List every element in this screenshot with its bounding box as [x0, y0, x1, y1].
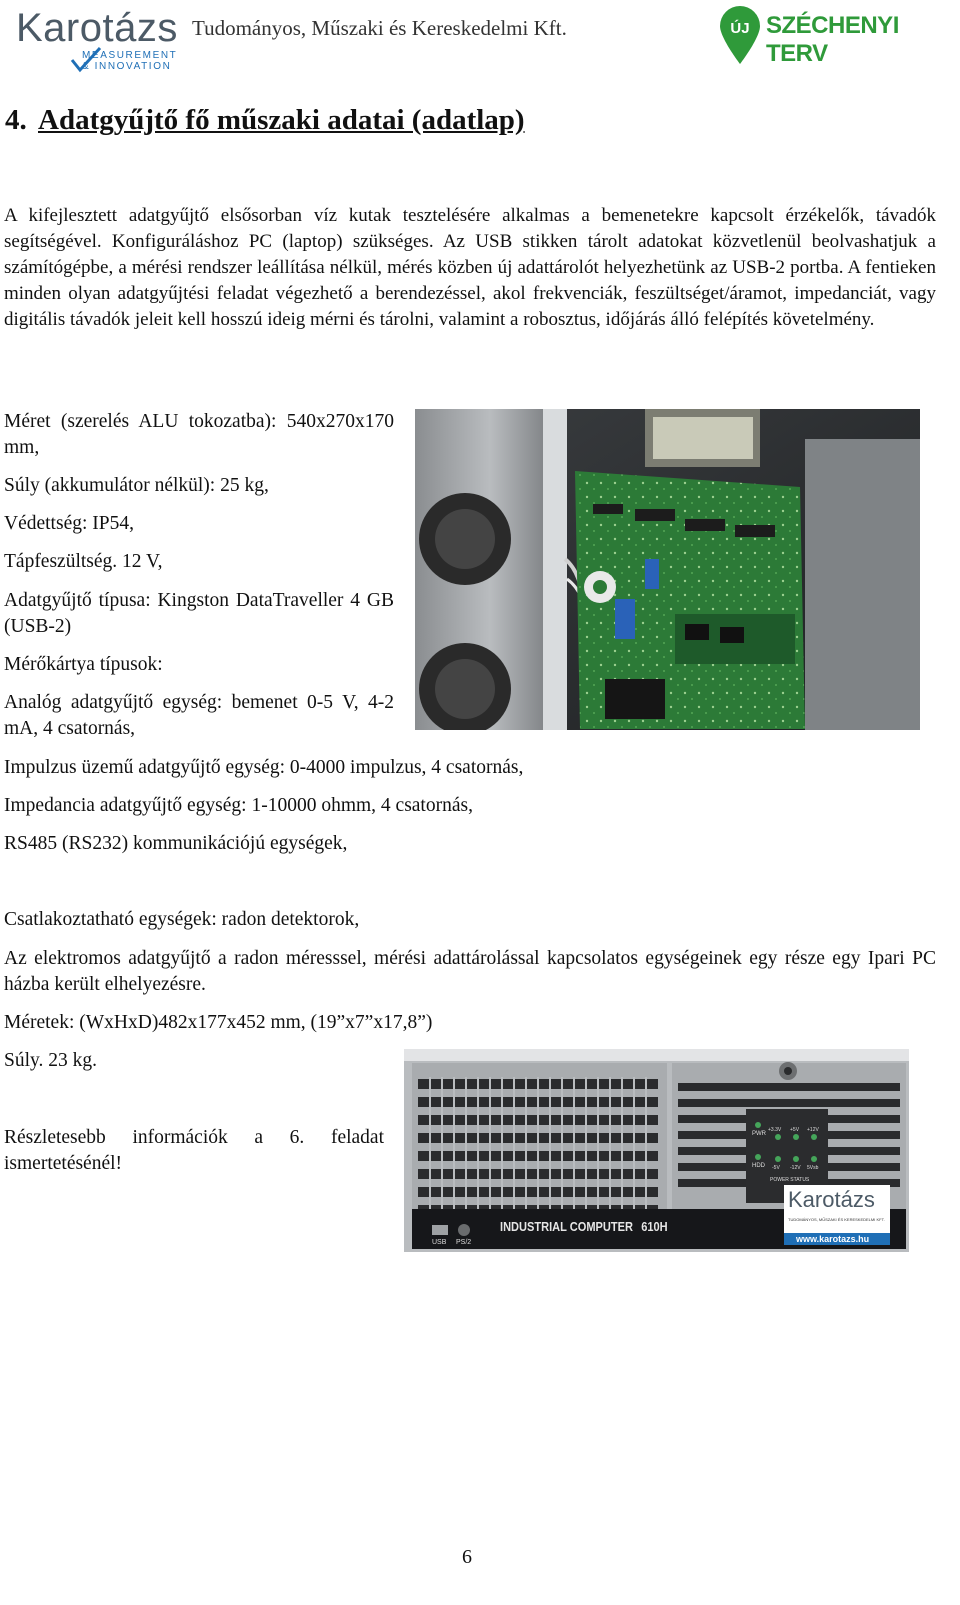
spec-tipus: Adatgyűjtő típusa: Kingston DataTraveller 4 GB (USB-2): [4, 590, 394, 637]
section-title: Adatgyűjtő fő műszaki adatai (adatlap): [38, 104, 525, 136]
szechenyi-badge: ÚJ: [730, 20, 750, 37]
szechenyi-terv-text: SZÉCHENYI TERV: [766, 12, 899, 67]
pc-usb-label: USB: [432, 1239, 447, 1246]
page-number: 6: [462, 1546, 472, 1568]
section-number: 4.: [5, 104, 27, 136]
pc-label: [500, 1219, 668, 1234]
circuit-board-photo: [415, 409, 920, 730]
spec-elektromos: Az elektromos adatgyűjtő a radon méresssel, mérési adattárolással kapcsolatos egységeinek egy része egy Ipari PC házba került elhelyezésre.: [4, 948, 936, 995]
intro-paragraph: A kifejlesztett adatgyűjtő elsősorban víz kutak tesztelésére alkalmas a bemenetekre kapcsolt érzékelők, távadók segítségével. Konfiguráláshoz PC (laptop) szükséges. Az USB stikken tárolt adatokat közvetlenül beolvashatjuk a számítógépbe, a mérési rendszer leállítása nélkül, mérés közben új adattárolót helyezhetünk az USB-2 portba. A fentieken minden olyan adatgyűjtési feladat végezhető a berendezéssel, akol frekvenciák, feszültséget/áramot, impedanciát, vagy digitális távadók jeleit kell hosszú ideig mérni és tárolni, valamint a robosztus, időjárás álló felépítés követelmény.: [4, 205, 936, 330]
spec-impulzus: Impulzus üzemű adatgyűjtő egység: 0-4000 impulzus, 4 csatornás,: [4, 757, 524, 778]
circuit-board-image: [415, 409, 920, 730]
pc-v5-label: +5V: [790, 1127, 800, 1133]
logo-subtitle-2: & INNOVATION: [82, 61, 172, 72]
spec-tapfeszultseg: Tápfeszültség. 12 V,: [4, 551, 163, 572]
pc-v12-label: +12V: [807, 1127, 819, 1133]
pc-label-text: INDUSTRIAL COMPUTER: [500, 1219, 634, 1234]
pc-sticker-word: Karotázs: [788, 1187, 875, 1212]
pc-v5sb-label: 5Vsb: [807, 1165, 819, 1171]
section-heading: [5, 104, 525, 137]
spec-meretek: Méretek: (WxHxD)482x177x452 mm, (19”x7”x17,8”): [4, 1012, 433, 1033]
spec-csatlakoztathato: Csatlakoztatható egységek: radon detektorok,: [4, 909, 360, 930]
pc-led-hdd-label: HDD: [752, 1163, 765, 1169]
pc-v33-label: +3.3V: [768, 1127, 782, 1133]
pc-ps2-label: PS/2: [456, 1239, 472, 1246]
pc-v12n-label: -12V: [790, 1165, 801, 1171]
pc-model-text: 610H: [641, 1219, 668, 1234]
spec-vedettseg: Védettség: IP54,: [4, 513, 134, 534]
spec-impedancia: Impedancia adatgyűjtő egység: 1-10000 ohmm, 4 csatornás,: [4, 795, 473, 816]
spec-merokartya: Mérőkártya típusok:: [4, 654, 163, 675]
industrial-computer-photo: [404, 1049, 909, 1252]
logo-wordmark: Karotázs: [16, 6, 178, 50]
pc-sticker-line: TUDOMÁNYOS, MŰSZAKI ÉS KERESKEDELMI KFT.: [788, 1217, 885, 1222]
spec-suly-pc: Súly. 23 kg.: [4, 1050, 97, 1071]
spec-rs485: RS485 (RS232) kommunikációjú egységek,: [4, 833, 348, 854]
logo-subtitle-1: MEASUREMENT: [82, 50, 178, 61]
spec-meret: Méret (szerelés ALU tokozatba): 540x270x170 mm,: [4, 411, 394, 458]
company-name: Tudományos, Műszaki és Kereskedelmi Kft.: [192, 16, 567, 40]
spec-analog: Analóg adatgyűjtő egység: bemenet 0-5 V, 4-2 mA, 4 csatornás,: [4, 692, 394, 739]
pc-v5n-label: -5V: [772, 1165, 780, 1171]
pc-sticker-url: www.karotazs.hu: [796, 1234, 870, 1244]
spec-suly: Súly (akkumulátor nélkül): 25 kg,: [4, 475, 269, 496]
pc-power-status-label: POWER STATUS: [770, 1177, 810, 1183]
spec-reszletek: Részletesebb információk a 6. feladat ismertetésénél!: [4, 1127, 384, 1174]
pc-led-pwr-label: PWR: [752, 1131, 766, 1137]
